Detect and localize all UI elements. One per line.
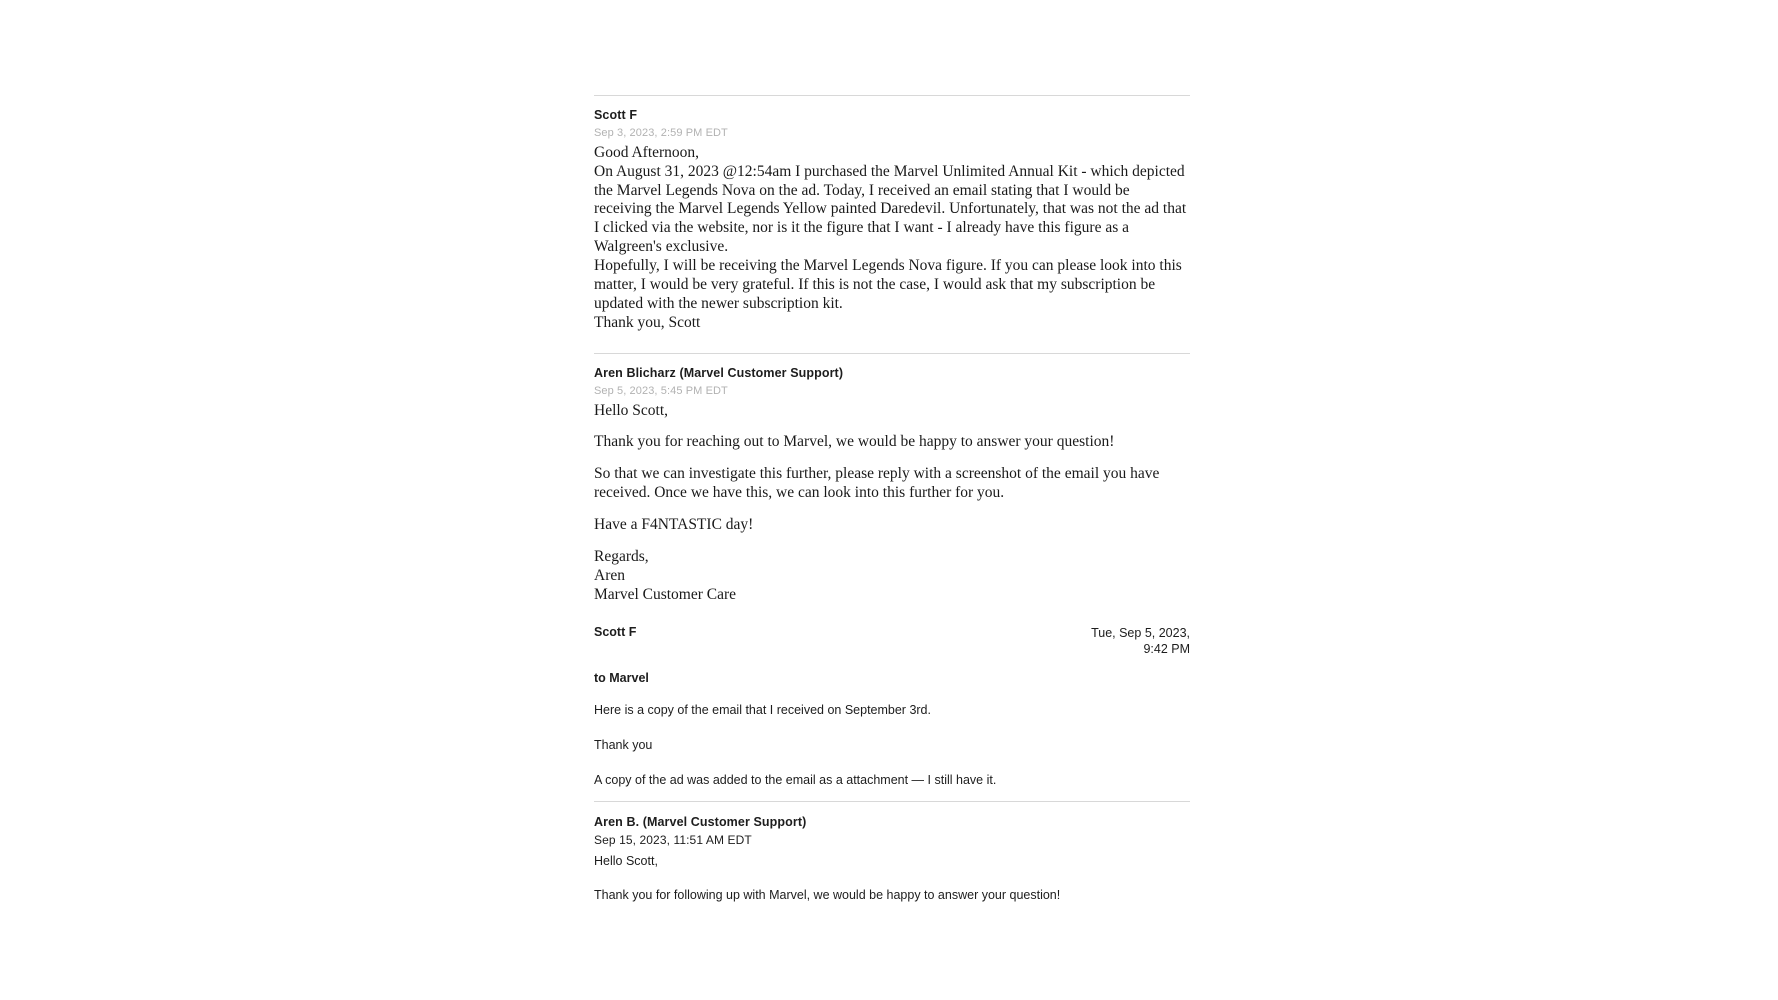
message-3-timestamp: Sep 15, 2023, 11:51 AM EDT — [594, 833, 752, 848]
quoted-reply-paragraph-2: Thank you — [594, 738, 653, 752]
message-1-body — [594, 144, 1190, 333]
quoted-reply-header — [594, 625, 1190, 658]
quoted-reply-timestamp — [1074, 625, 1190, 658]
quoted-reply-body — [594, 701, 1190, 789]
message-1-paragraph-4: Thank you, Scott — [594, 313, 701, 331]
quoted-reply-timestamp-time: 9:42 PM — [1143, 642, 1190, 656]
message-2-signoff-1: Regards, — [594, 548, 649, 566]
email-thread — [594, 95, 1190, 905]
message-2-paragraph-2: Thank you for reaching out to Marvel, we would be happy to answer your question! — [594, 433, 1115, 451]
message-1-timestamp: Sep 3, 2023, 2:59 PM EDT — [594, 126, 728, 139]
quoted-reply-paragraph-1: Here is a copy of the email that I received on September 3rd. — [594, 703, 931, 718]
message-2-timestamp: Sep 5, 2023, 5:45 PM EDT — [594, 384, 728, 397]
message-2-paragraph-1: Hello Scott, — [594, 401, 669, 419]
message-2-signoff-3: Marvel Customer Care — [594, 585, 737, 603]
message-3-paragraph-1: Hello Scott, — [594, 853, 658, 868]
message-1-paragraph-3: Hopefully, I will be receiving the Marvel Legends Nova figure. If you can please look into this matter, I would be very grateful. If this is not the case, I would ask that my subscription be updated with the newer subscription kit. — [594, 257, 1182, 312]
message-3-author: Aren B. (Marvel Customer Support) — [594, 814, 807, 829]
message-1-spacer — [594, 333, 1190, 353]
message-2-body — [594, 402, 1190, 605]
message-1[interactable] — [594, 96, 1190, 333]
message-3[interactable] — [594, 802, 1190, 906]
quoted-reply-recipient: to Marvel — [594, 671, 649, 686]
message-2-paragraph-3: So that we can investigate this further, please reply with a screenshot of the email you have received. Once we have this, we can look into this further for you. — [594, 465, 1160, 502]
message-1-paragraph-2: On August 31, 2023 @12:54am I purchased the Marvel Unlimited Annual Kit - which depicted the Marvel Legends Nova on the ad. Today, I received an email stating that I would be receiving the Marvel Legends Yellow painted Daredevil. Unfortunately, that was not the ad that I clicked via the website, nor is it the figure that I want - I already have this figure as a Walgreen's exclusive. — [594, 162, 1187, 256]
message-2-author: Aren Blicharz (Marvel Customer Support) — [594, 365, 844, 380]
quoted-reply-paragraph-3: A copy of the ad was added to the email as a attachment — I still have it. — [594, 772, 997, 787]
message-2[interactable] — [594, 354, 1190, 790]
message-3-body — [594, 852, 1190, 906]
quoted-reply-timestamp-date: Tue, Sep 5, 2023, — [1091, 625, 1190, 640]
quoted-reply-author: Scott F — [594, 624, 637, 639]
message-1-author: Scott F — [594, 108, 638, 122]
message-2-signoff-2: Aren — [594, 566, 625, 584]
message-3-paragraph-2: Thank you for following up with Marvel, we would be happy to answer your question! — [594, 888, 1061, 903]
message-2-paragraph-4: Have a F4NTASTIC day! — [594, 516, 754, 534]
message-2-spacer — [594, 790, 1190, 801]
message-1-paragraph-1: Good Afternoon, — [594, 143, 700, 161]
